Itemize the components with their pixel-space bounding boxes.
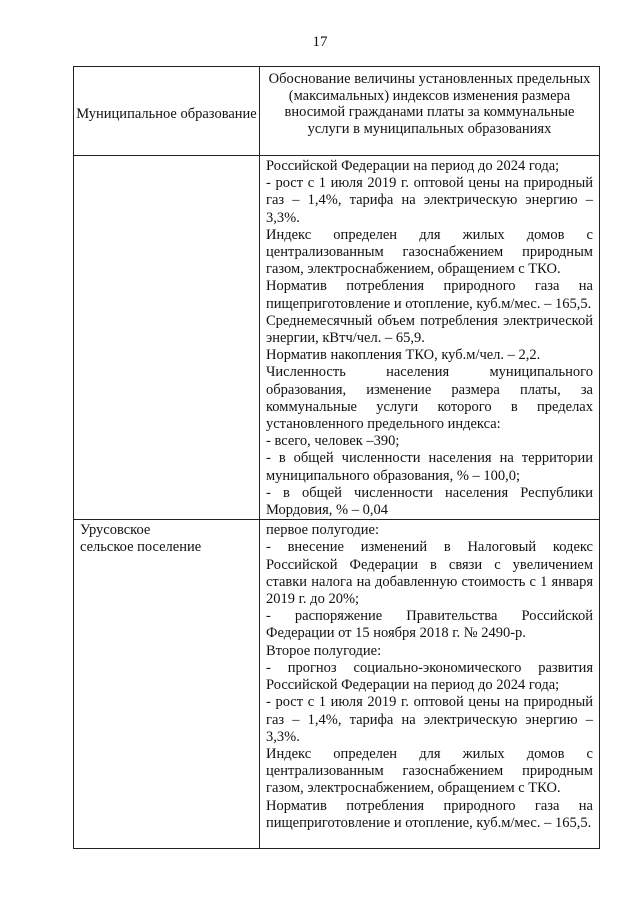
justification-paragraph: Численность населения муниципального образования, изменение размера платы, за коммунальные услуги которого в пределах установленного предельного индекса:	[266, 364, 593, 433]
justification-paragraph: - внесение изменений в Налоговый кодекс Российской Федерации в связи с увеличением ставки налога на добавленную стоимость с 1 января 2019 г. до 20%;	[266, 539, 593, 608]
justification-cell	[260, 156, 600, 520]
justification-paragraph: - прогноз социально-экономического развития Российской Федерации на период до 2024 года;	[266, 659, 593, 694]
index-justification-table	[73, 66, 600, 849]
justification-paragraph: Индекс определен для жилых домов с централизованным газоснабжением природным газом, электроснабжением, обращением с ТКО.	[266, 226, 593, 278]
header-justification	[260, 67, 600, 156]
table-header-row	[74, 67, 600, 156]
municipality-name: Урусовское	[80, 522, 151, 539]
justification-paragraph: первое полугодие:	[266, 522, 380, 539]
header-justification-label: Обоснование величины установленных предельных (максимальных) индексов изменения размера вносимой гражданами платы за коммунальные услуги в муниципальных образованиях	[268, 71, 591, 137]
justification-paragraph: - рост с 1 июля 2019 г. оптовой цены на природный газ – 1,4%, тарифа на электрическую энергию – 3,3%.	[266, 175, 593, 226]
justification-paragraph: - всего, человек –390;	[266, 433, 400, 450]
table-row	[74, 520, 600, 849]
header-municipality-label: Муниципальное образование	[76, 105, 257, 122]
justification-paragraph: - распоряжение Правительства Российской Федерации от 15 ноября 2018 г. № 2490-р.	[266, 608, 593, 642]
justification-paragraph: - рост с 1 июля 2019 г. оптовой цены на природный газ – 1,4%, тарифа на электрическую энергию – 3,3%.	[266, 694, 593, 745]
justification-paragraph: Второе полугодие:	[266, 642, 382, 659]
justification-paragraph: Норматив потребления природного газа на пищеприготовление и отопление, куб.м/мес. – 165,5.	[266, 278, 593, 312]
justification-paragraph: - в общей численности населения на территории муниципального образования, % – 100,0;	[266, 450, 593, 484]
justification-paragraph: Среднемесячный объем потребления электрической энергии, кВтч/чел. – 65,9.	[266, 312, 593, 347]
justification-cell	[260, 520, 600, 849]
municipality-type: сельское поселение	[80, 539, 202, 556]
page-number: 17	[312, 34, 328, 50]
header-municipality	[74, 67, 260, 156]
municipality-cell	[74, 520, 260, 849]
justification-paragraph: - в общей численности населения Республики Мордовия, % – 0,04	[266, 484, 593, 519]
table-row	[74, 156, 600, 520]
justification-paragraph: Норматив потребления природного газа на пищеприготовление и отопление, куб.м/мес. – 165,5.	[266, 797, 593, 831]
justification-paragraph: Норматив накопления ТКО, куб.м/чел. – 2,2.	[266, 347, 541, 364]
municipality-cell	[74, 156, 260, 520]
justification-paragraph: Индекс определен для жилых домов с централизованным газоснабжением природным газом, электроснабжением, обращением с ТКО.	[266, 745, 593, 797]
justification-paragraph: Российской Федерации на период до 2024 года;	[266, 158, 560, 174]
